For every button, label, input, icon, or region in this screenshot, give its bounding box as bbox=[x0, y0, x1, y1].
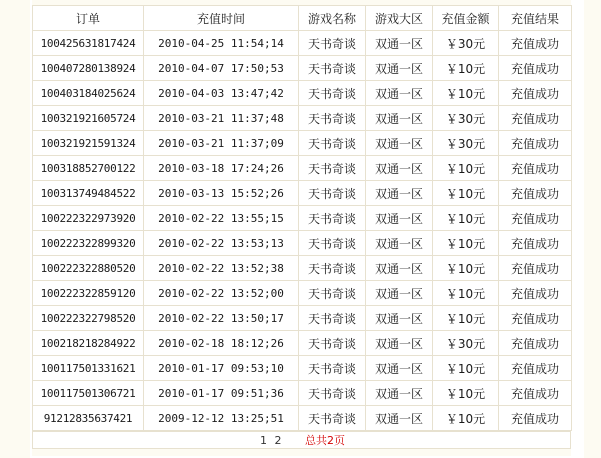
cell-game: 天书奇谈 bbox=[299, 56, 366, 81]
cell-amount: ￥10元 bbox=[433, 256, 499, 281]
cell-order: 100222322880520 bbox=[33, 256, 144, 281]
cell-result: 充值成功 bbox=[499, 306, 572, 331]
cell-time: 2010-02-22 13:50;17 bbox=[144, 306, 299, 331]
cell-amount: ￥10元 bbox=[433, 181, 499, 206]
cell-game: 天书奇谈 bbox=[299, 281, 366, 306]
cell-region: 双通一区 bbox=[366, 306, 433, 331]
right-margin bbox=[584, 0, 601, 458]
cell-amount: ￥10元 bbox=[433, 381, 499, 406]
cell-game: 天书奇谈 bbox=[299, 206, 366, 231]
table-row bbox=[33, 256, 572, 281]
cell-amount: ￥10元 bbox=[433, 206, 499, 231]
cell-order: 100222322973920 bbox=[33, 206, 144, 231]
cell-region: 双通一区 bbox=[366, 106, 433, 131]
cell-region: 双通一区 bbox=[366, 181, 433, 206]
cell-order: 100218218284922 bbox=[33, 331, 144, 356]
cell-result: 充值成功 bbox=[499, 181, 572, 206]
cell-region: 双通一区 bbox=[366, 381, 433, 406]
cell-result: 充值成功 bbox=[499, 281, 572, 306]
table-row bbox=[33, 31, 572, 56]
cell-game: 天书奇谈 bbox=[299, 406, 366, 431]
table-row bbox=[33, 181, 572, 206]
cell-amount: ￥10元 bbox=[433, 406, 499, 431]
cell-result: 充值成功 bbox=[499, 331, 572, 356]
cell-game: 天书奇谈 bbox=[299, 81, 366, 106]
cell-result: 充值成功 bbox=[499, 356, 572, 381]
column-header-region: 游戏大区 bbox=[366, 6, 433, 31]
cell-time: 2010-03-21 11:37;09 bbox=[144, 131, 299, 156]
table-row bbox=[33, 306, 572, 331]
cell-game: 天书奇谈 bbox=[299, 31, 366, 56]
cell-game: 天书奇谈 bbox=[299, 156, 366, 181]
cell-region: 双通一区 bbox=[366, 131, 433, 156]
cell-region: 双通一区 bbox=[366, 406, 433, 431]
column-header-result: 充值结果 bbox=[499, 6, 572, 31]
cell-region: 双通一区 bbox=[366, 331, 433, 356]
cell-amount: ￥30元 bbox=[433, 331, 499, 356]
cell-order: 100222322859120 bbox=[33, 281, 144, 306]
column-header-game: 游戏名称 bbox=[299, 6, 366, 31]
cell-game: 天书奇谈 bbox=[299, 331, 366, 356]
cell-region: 双通一区 bbox=[366, 256, 433, 281]
cell-result: 充值成功 bbox=[499, 56, 572, 81]
cell-time: 2010-04-03 13:47;42 bbox=[144, 81, 299, 106]
column-header-time: 充值时间 bbox=[144, 6, 299, 31]
cell-time: 2009-12-12 13:25;51 bbox=[144, 406, 299, 431]
recharge-records-table bbox=[32, 5, 572, 431]
cell-result: 充值成功 bbox=[499, 131, 572, 156]
cell-time: 2010-04-07 17:50;53 bbox=[144, 56, 299, 81]
cell-region: 双通一区 bbox=[366, 156, 433, 181]
cell-game: 天书奇谈 bbox=[299, 256, 366, 281]
cell-result: 充值成功 bbox=[499, 81, 572, 106]
cell-amount: ￥30元 bbox=[433, 131, 499, 156]
cell-amount: ￥10元 bbox=[433, 56, 499, 81]
cell-result: 充值成功 bbox=[499, 231, 572, 256]
page-link-2[interactable]: 2 bbox=[274, 434, 282, 447]
cell-order: 100222322899320 bbox=[33, 231, 144, 256]
table-row bbox=[33, 81, 572, 106]
cell-result: 充值成功 bbox=[499, 206, 572, 231]
cell-region: 双通一区 bbox=[366, 31, 433, 56]
table-row bbox=[33, 356, 572, 381]
pagination-bar bbox=[32, 431, 571, 449]
cell-order: 100321921591324 bbox=[33, 131, 144, 156]
cell-time: 2010-03-18 17:24;26 bbox=[144, 156, 299, 181]
cell-game: 天书奇谈 bbox=[299, 231, 366, 256]
column-header-amount: 充值金额 bbox=[433, 6, 499, 31]
cell-game: 天书奇谈 bbox=[299, 306, 366, 331]
cell-order: 100425631817424 bbox=[33, 31, 144, 56]
cell-game: 天书奇谈 bbox=[299, 131, 366, 156]
cell-order: 100318852700122 bbox=[33, 156, 144, 181]
total-pages-label: 总共2页 bbox=[305, 434, 345, 447]
cell-order: 100403184025624 bbox=[33, 81, 144, 106]
cell-amount: ￥10元 bbox=[433, 281, 499, 306]
table-header-row bbox=[33, 6, 572, 31]
cell-result: 充值成功 bbox=[499, 156, 572, 181]
left-margin bbox=[0, 0, 30, 458]
cell-time: 2010-02-22 13:55;15 bbox=[144, 206, 299, 231]
table-row bbox=[33, 156, 572, 181]
table-row bbox=[33, 381, 572, 406]
cell-order: 100313749484522 bbox=[33, 181, 144, 206]
cell-order: 100117501331621 bbox=[33, 356, 144, 381]
cell-amount: ￥10元 bbox=[433, 306, 499, 331]
cell-region: 双通一区 bbox=[366, 81, 433, 106]
table-row bbox=[33, 56, 572, 81]
cell-order: 100222322798520 bbox=[33, 306, 144, 331]
cell-time: 2010-03-13 15:52;26 bbox=[144, 181, 299, 206]
cell-amount: ￥10元 bbox=[433, 156, 499, 181]
cell-order: 100407280138924 bbox=[33, 56, 144, 81]
cell-region: 双通一区 bbox=[366, 206, 433, 231]
column-header-order: 订单 bbox=[33, 6, 144, 31]
cell-game: 天书奇谈 bbox=[299, 106, 366, 131]
table-row bbox=[33, 231, 572, 256]
table-row bbox=[33, 106, 572, 131]
cell-time: 2010-01-17 09:51;36 bbox=[144, 381, 299, 406]
table-row bbox=[33, 281, 572, 306]
cell-time: 2010-02-18 18:12;26 bbox=[144, 331, 299, 356]
cell-amount: ￥10元 bbox=[433, 81, 499, 106]
cell-amount: ￥30元 bbox=[433, 106, 499, 131]
cell-time: 2010-02-22 13:52;38 bbox=[144, 256, 299, 281]
cell-region: 双通一区 bbox=[366, 356, 433, 381]
cell-time: 2010-02-22 13:53;13 bbox=[144, 231, 299, 256]
table-row bbox=[33, 206, 572, 231]
cell-time: 2010-03-21 11:37;48 bbox=[144, 106, 299, 131]
cell-result: 充值成功 bbox=[499, 406, 572, 431]
cell-order: 100321921605724 bbox=[33, 106, 144, 131]
cell-order: 91212835637421 bbox=[33, 406, 144, 431]
cell-result: 充值成功 bbox=[499, 256, 572, 281]
cell-game: 天书奇谈 bbox=[299, 356, 366, 381]
cell-game: 天书奇谈 bbox=[299, 181, 366, 206]
table-row bbox=[33, 406, 572, 431]
cell-amount: ￥30元 bbox=[433, 31, 499, 56]
table-row bbox=[33, 331, 572, 356]
cell-amount: ￥10元 bbox=[433, 356, 499, 381]
cell-result: 充值成功 bbox=[499, 31, 572, 56]
cell-region: 双通一区 bbox=[366, 281, 433, 306]
cell-time: 2010-02-22 13:52;00 bbox=[144, 281, 299, 306]
cell-region: 双通一区 bbox=[366, 56, 433, 81]
cell-result: 充值成功 bbox=[499, 106, 572, 131]
cell-game: 天书奇谈 bbox=[299, 381, 366, 406]
cell-region: 双通一区 bbox=[366, 231, 433, 256]
cell-amount: ￥10元 bbox=[433, 231, 499, 256]
cell-order: 100117501306721 bbox=[33, 381, 144, 406]
cell-result: 充值成功 bbox=[499, 381, 572, 406]
cell-time: 2010-04-25 11:54;14 bbox=[144, 31, 299, 56]
table-row bbox=[33, 131, 572, 156]
cell-time: 2010-01-17 09:53;10 bbox=[144, 356, 299, 381]
page-link-1[interactable]: 1 bbox=[260, 434, 267, 447]
